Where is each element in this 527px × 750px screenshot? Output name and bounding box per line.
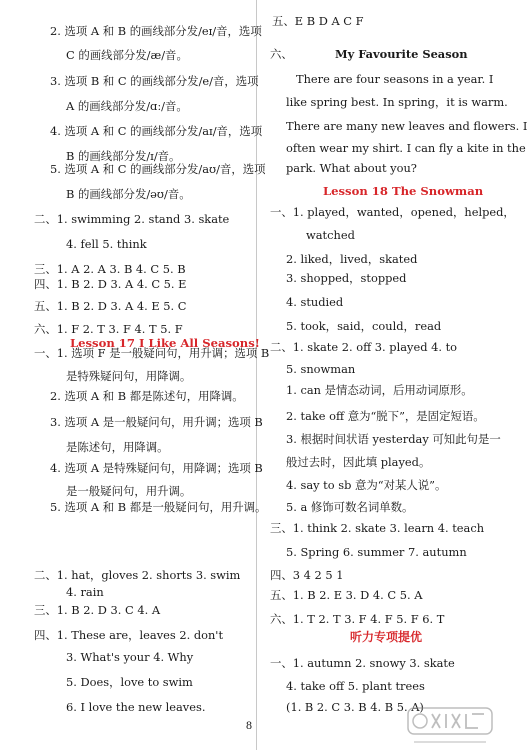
right-answer-line: 5. a 修饰可数名词单数。 — [286, 500, 414, 514]
left-answer-line: 3. What's your 4. Why — [66, 650, 194, 664]
right-answer-line: 五、1. B 2. E 3. D 4. C 5. A — [270, 588, 423, 602]
left-answer-line: A 的画线部分发/ɑː/音。 — [66, 99, 188, 113]
left-answer-line: 5. Does，love to swim — [66, 675, 193, 689]
left-answer-line: 三、1. A 2. A 3. B 4. C 5. B — [34, 262, 186, 276]
right-answer-line: watched — [306, 228, 355, 242]
right-answer-line: (1. B 2. C 3. B 4. B 5. A) — [286, 700, 424, 714]
listening-section-title: 听力专项提优 — [350, 630, 423, 644]
lesson-18-title: Lesson 18 The Snowman — [323, 184, 484, 198]
right-answer-line: often wear my shirt. I can fly a kite in the — [286, 141, 526, 155]
right-answer-line: 5. Spring 6. summer 7. autumn — [286, 545, 467, 559]
left-answer-line: 四、1. B 2. D 3. A 4. C 5. E — [34, 277, 187, 291]
right-answer-line: 5. snowman — [286, 362, 356, 376]
left-answer-line: B 的画线部分发/ɪ/音。 — [66, 149, 181, 163]
left-answer-line: 4. 选项 A 是特殊疑问句，用降调；选项 B — [50, 461, 263, 475]
right-answer-line: 六、 — [270, 47, 293, 61]
left-answer-line: 3. 选项 A 是一般疑问句，用升调；选项 B — [50, 415, 263, 429]
left-answer-line: 是一般疑问句，用升调。 — [66, 484, 192, 498]
essay-title: My Favourite Season — [335, 47, 468, 61]
left-answer-line: 6. I love the new leaves. — [66, 700, 206, 714]
right-answer-line: 2. take off 意为“脱下”，是固定短语。 — [286, 409, 485, 423]
right-answer-line: 1. can 是情态动词，后用动词原形。 — [286, 383, 473, 397]
mxqe-watermark-logo — [406, 704, 494, 748]
lesson-17-title: Lesson 17 I Like All Seasons! — [70, 336, 260, 350]
left-answer-line: 六、1. F 2. T 3. F 4. T 5. F — [34, 322, 183, 336]
right-answer-line: 一、1. autumn 2. snowy 3. skate — [270, 656, 455, 670]
left-answer-line: B 的画线部分发/əʊ/音。 — [66, 187, 191, 201]
right-answer-line: There are many new leaves and flowers. I — [286, 119, 527, 133]
right-answer-line: 4. say to sb 意为“对某人说”。 — [286, 478, 447, 492]
right-answer-line: 一、1. played，wanted，opened，helped， — [270, 205, 515, 219]
left-answer-line: 是陈述句，用降调。 — [66, 440, 169, 454]
left-answer-line: 4. 选项 A 和 C 的画线部分发/aɪ/音，选项 — [50, 124, 263, 138]
left-answer-line: 二、1. swimming 2. stand 3. skate — [34, 212, 230, 226]
right-answer-line: 般过去时，因此填 played。 — [286, 455, 431, 469]
right-answer-line: There are four seasons in a year. I — [296, 72, 494, 86]
left-answer-line: 5. 选项 A 和 C 的画线部分发/aʊ/音，选项 — [50, 162, 266, 176]
right-answer-line: 二、1. skate 2. off 3. played 4. to — [270, 340, 458, 354]
left-answer-line: C 的画线部分发/æ/音。 — [66, 48, 188, 62]
left-answer-line: 三、1. B 2. D 3. C 4. A — [34, 603, 161, 617]
left-answer-line: 4. rain — [66, 585, 104, 599]
left-answer-line: 5. 选项 A 和 B 都是一般疑问句，用升调。 — [50, 500, 267, 514]
right-answer-line: 5. took，said，could，read — [286, 319, 442, 333]
page-number: 8 — [246, 718, 252, 732]
right-answer-line: 3. shopped，stopped — [286, 271, 407, 285]
column-divider — [256, 0, 257, 750]
right-answer-line: 4. studied — [286, 295, 344, 309]
left-answer-line: 是特殊疑问句，用降调。 — [66, 369, 192, 383]
left-answer-line: 2. 选项 A 和 B 都是陈述句，用降调。 — [50, 389, 244, 403]
left-answer-line: 二、1. hat，gloves 2. shorts 3. swim — [34, 568, 241, 582]
left-answer-line: 四、1. These are，leaves 2. don't — [34, 628, 224, 642]
right-answer-line: 五、E B D A C F — [272, 14, 364, 28]
right-answer-line: like spring best. In spring，it is warm. — [286, 95, 508, 109]
left-answer-line: 2. 选项 A 和 B 的画线部分发/eɪ/音，选项 — [50, 24, 262, 38]
right-answer-line: 3. 根据时间状语 yesterday 可知此句是一 — [286, 432, 501, 446]
right-answer-line: 六、1. T 2. T 3. F 4. F 5. F 6. T — [270, 612, 445, 626]
right-answer-line: 2. liked，lived，skated — [286, 252, 418, 266]
right-answer-line: 三、1. think 2. skate 3. learn 4. teach — [270, 521, 485, 535]
right-answer-line: 4. take off 5. plant trees — [286, 679, 425, 693]
left-answer-line: 3. 选项 B 和 C 的画线部分发/e/音，选项 — [50, 74, 259, 88]
left-answer-line: 五、1. B 2. D 3. A 4. E 5. C — [34, 299, 187, 313]
left-answer-line: 4. fell 5. think — [66, 237, 147, 251]
right-answer-line: 四、3 4 2 5 1 — [270, 568, 344, 582]
right-answer-line: park. What about you? — [286, 161, 417, 175]
left-answer-line: 一、1. 选项 F 是一般疑问句，用升调；选项 B — [34, 346, 270, 360]
